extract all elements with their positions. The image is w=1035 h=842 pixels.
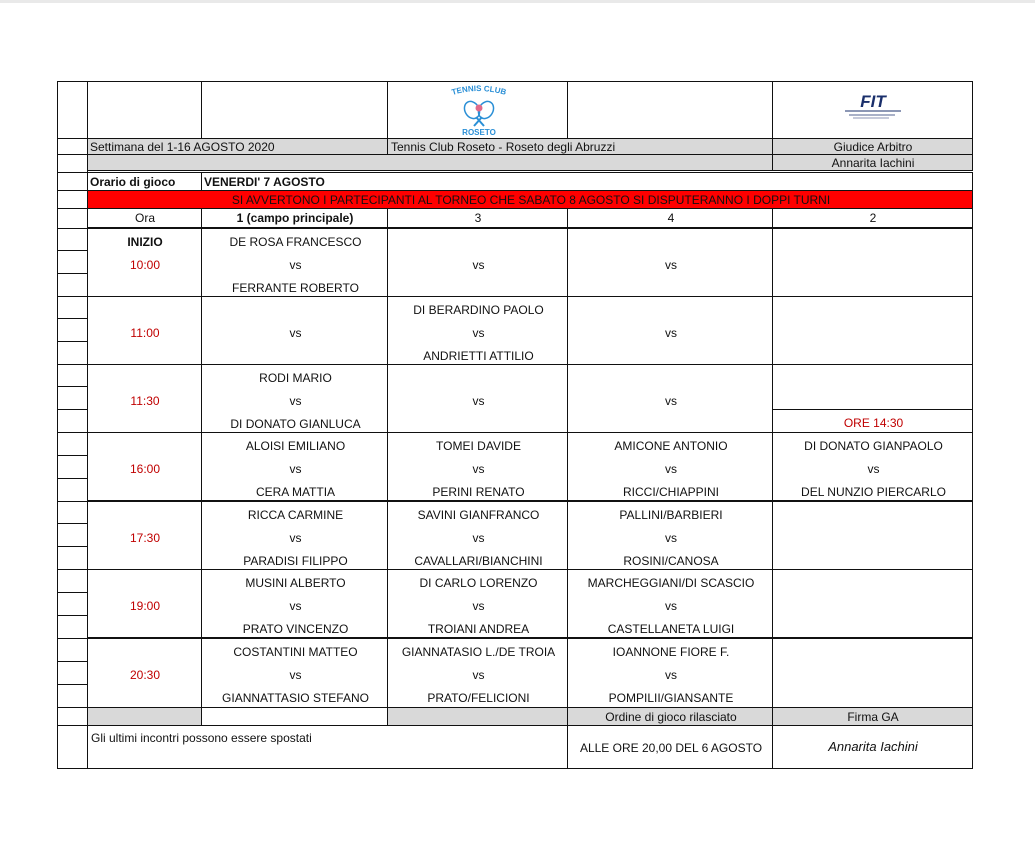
player-one: IOANNONE FIORE F. <box>612 645 730 659</box>
player-one: AMICONE ANTONIO <box>614 439 728 453</box>
time-cell <box>87 364 202 433</box>
slot-time: 17:30 <box>129 531 161 545</box>
fit-logo <box>835 90 905 124</box>
player-one: RICCA CARMINE <box>247 508 344 522</box>
vs-label: vs <box>665 394 677 408</box>
margin-tick <box>57 725 88 726</box>
court-cell <box>201 364 388 433</box>
svg-text:TENNIS CLUB: TENNIS CLUB <box>450 84 508 97</box>
vs-label: vs <box>665 462 677 476</box>
court-cell <box>567 296 773 365</box>
vs-label: vs <box>289 326 302 340</box>
margin-tick <box>57 569 88 570</box>
player-two: CERA MATTIA <box>255 485 336 499</box>
issued-cell <box>567 725 773 769</box>
court-cell <box>201 501 388 570</box>
club-logo-cell <box>387 81 568 139</box>
referee-name: Annarita Iachini <box>831 156 915 170</box>
court-cell <box>387 296 568 365</box>
player-two: RICCI/CHIAPPINI <box>622 485 720 499</box>
margin-tick <box>57 341 88 342</box>
player-two: DI DONATO GIANLUCA <box>230 417 361 431</box>
issued-text: ALLE ORE 20,00 DEL 6 AGOSTO <box>579 741 763 755</box>
col-header-court4-label: 4 <box>667 211 675 225</box>
time-cell <box>87 638 202 708</box>
slot-time: 10:00 <box>129 258 161 272</box>
referee-title-cell <box>772 138 973 155</box>
margin-tick <box>57 478 88 479</box>
club-text: Tennis Club Roseto - Roseto degli Abruzzi <box>391 140 616 154</box>
court-cell <box>387 638 568 708</box>
player-one: MUSINI ALBERTO <box>245 576 346 590</box>
vs-label: vs <box>289 258 302 272</box>
court-cell <box>567 432 773 501</box>
player-two: PRATO/FELICIONI <box>427 691 530 705</box>
player-one: DE ROSA FRANCESCO <box>229 235 362 249</box>
margin-tick <box>57 138 88 139</box>
notice-text: SI AVVERTONO I PARTECIPANTI AL TORNEO CHE SABATO 8 AGOSTO SI DISPUTERANNO I DOPPI TURNI <box>231 193 831 207</box>
referee-title: Giudice Arbitro <box>833 140 913 154</box>
week-text: Settimana del 1-16 AGOSTO 2020 <box>90 140 275 154</box>
slot-time: 20:30 <box>129 668 161 682</box>
time-cell <box>87 432 202 501</box>
note-text: Gli ultimi incontri possono essere spostati <box>91 731 312 745</box>
player-two: CASTELLANETA LUIGI <box>607 622 735 636</box>
court-cell <box>567 228 773 297</box>
schedule-label-cell <box>87 172 202 191</box>
start-label: INIZIO <box>127 235 163 249</box>
court-cell <box>772 228 973 297</box>
slot-time: 11:00 <box>130 326 160 340</box>
vs-label: vs <box>472 394 485 408</box>
margin-tick <box>57 409 88 410</box>
vs-label: vs <box>472 668 485 682</box>
margin-tick <box>57 250 88 251</box>
day-text: VENERDI' 7 AGOSTO <box>204 175 325 189</box>
court-cell <box>387 432 568 501</box>
time-cell <box>87 228 202 297</box>
player-two: DEL NUNZIO PIERCARLO <box>801 485 946 499</box>
margin-tick <box>57 592 88 593</box>
player-two: TROIANI ANDREA <box>427 622 530 636</box>
margin-tick <box>57 318 88 319</box>
player-one: DI DONATO GIANPAOLO <box>804 439 943 453</box>
vs-label: vs <box>665 531 677 545</box>
margin-tick <box>57 501 88 502</box>
signature-cell <box>772 725 973 769</box>
player-two: ROSINI/CANOSA <box>623 554 719 568</box>
player-one: GIANNATASIO L./DE TROIA <box>401 645 556 659</box>
vs-label: vs <box>472 531 485 545</box>
player-two: PARADISI FILIPPO <box>243 554 348 568</box>
player-two: CAVALLARI/BIANCHINI <box>414 554 543 568</box>
court-cell <box>772 501 973 570</box>
court-cell <box>567 638 773 708</box>
margin-tick <box>57 172 88 173</box>
footer-gray-2 <box>387 707 568 726</box>
logo-row-cell-1 <box>87 81 202 139</box>
vs-label: vs <box>289 394 302 408</box>
court-cell <box>201 296 388 365</box>
col-header-court4 <box>567 208 773 228</box>
footer-gray-1 <box>87 707 202 726</box>
margin-tick <box>57 273 88 274</box>
svg-text:ROSETO: ROSETO <box>462 128 496 137</box>
margin-tick <box>57 684 88 685</box>
svg-text:FIT: FIT <box>860 92 886 111</box>
time-cell <box>87 501 202 570</box>
club-logo <box>438 84 520 138</box>
player-one: SAVINI GIANFRANCO <box>417 508 540 522</box>
vs-label: vs <box>289 462 302 476</box>
margin-tick <box>57 228 88 229</box>
margin-tick <box>57 190 88 191</box>
player-one: DI CARLO LORENZO <box>419 576 538 590</box>
court-cell <box>387 228 568 297</box>
player-one: RODI MARIO <box>259 371 332 385</box>
court-cell <box>772 296 973 365</box>
player-one: DI BERARDINO PAOLO <box>413 303 544 317</box>
col-header-ora <box>87 208 202 228</box>
time-cell <box>87 296 202 365</box>
notice-banner <box>87 190 973 209</box>
court-cell <box>201 432 388 501</box>
vs-label: vs <box>472 326 485 340</box>
player-two: GIANNATTASIO STEFANO <box>222 691 369 705</box>
col-header-court2 <box>772 208 973 228</box>
player-one: MARCHEGGIANI/DI SCASCIO <box>587 576 755 590</box>
logo-row-cell-4 <box>567 81 773 139</box>
fit-logo-cell <box>772 81 973 139</box>
player-one: TOMEI DAVIDE <box>436 439 521 453</box>
court-cell <box>772 364 973 410</box>
margin-tick <box>57 638 88 639</box>
player-two: PERINI RENATO <box>432 485 525 499</box>
court-cell <box>201 638 388 708</box>
player-two: POMPILII/GIANSANTE <box>608 691 734 705</box>
vs-label: vs <box>289 668 302 682</box>
player-two: FERRANTE ROBERTO <box>232 281 359 295</box>
margin-tick <box>57 661 88 662</box>
signature-label-cell <box>772 707 973 726</box>
referee-name-cell <box>772 154 973 171</box>
player-two: ANDRIETTI ATTILIO <box>423 349 534 363</box>
col-header-court3-label: 3 <box>474 211 482 225</box>
col-header-court1 <box>201 208 388 228</box>
margin-tick <box>57 364 88 365</box>
vs-label: vs <box>867 462 880 476</box>
court-cell <box>201 228 388 297</box>
court-cell <box>772 638 973 708</box>
left-margin-column <box>57 81 88 769</box>
schedule-label: Orario di gioco <box>90 175 176 189</box>
slot-time: 11:30 <box>130 394 160 408</box>
vs-label: vs <box>472 258 485 272</box>
racket-icon <box>438 84 520 138</box>
vs-label: vs <box>665 326 677 340</box>
vs-label: vs <box>665 599 677 613</box>
slot-time: 16:00 <box>129 462 161 476</box>
vs-label: vs <box>289 599 302 613</box>
slot-time: 19:00 <box>129 599 161 613</box>
court-cell <box>387 501 568 570</box>
club-cell <box>387 138 773 155</box>
vs-label: vs <box>289 531 302 545</box>
day-cell <box>201 172 973 191</box>
player-one: COSTANTINI MATTEO <box>233 645 358 659</box>
logo-row-cell-2 <box>201 81 388 139</box>
court-cell <box>567 364 773 433</box>
player-two: PRATO VINCENZO <box>242 622 349 636</box>
court-cell <box>772 569 973 638</box>
margin-tick <box>57 432 88 433</box>
margin-tick <box>57 546 88 547</box>
court-cell <box>387 569 568 638</box>
fit-logo-icon <box>835 90 905 124</box>
signature-name: Annarita Iachini <box>828 739 918 754</box>
player-one: PALLINI/BARBIERI <box>619 508 723 522</box>
col-header-ora-label: Ora <box>134 211 156 225</box>
late-time-cell <box>772 409 973 433</box>
footer-blank <box>201 707 388 726</box>
court-cell <box>772 432 973 501</box>
court-cell <box>567 569 773 638</box>
order-label-cell <box>567 707 773 726</box>
court-cell <box>567 501 773 570</box>
court-cell <box>201 569 388 638</box>
margin-tick <box>57 296 88 297</box>
margin-tick <box>57 615 88 616</box>
col-header-court2-label: 2 <box>869 211 877 225</box>
vs-label: vs <box>472 599 485 613</box>
col-header-court1-label: 1 (campo principale) <box>236 211 354 225</box>
note-cell <box>87 725 568 769</box>
margin-tick <box>57 154 88 155</box>
late-time: ORE 14:30 <box>843 416 904 430</box>
col-header-court3 <box>387 208 568 228</box>
margin-tick <box>57 707 88 708</box>
margin-tick <box>57 208 88 209</box>
margin-tick <box>57 523 88 524</box>
blank-gray-row <box>87 154 773 171</box>
signature-label: Firma GA <box>847 710 899 724</box>
vs-label: vs <box>665 258 677 272</box>
vs-label: vs <box>665 668 677 682</box>
time-cell <box>87 569 202 638</box>
margin-tick <box>57 455 88 456</box>
vs-label: vs <box>472 462 485 476</box>
order-label: Ordine di gioco rilasciato <box>605 710 737 724</box>
court-cell <box>387 364 568 433</box>
week-cell <box>87 138 388 155</box>
margin-tick <box>57 386 88 387</box>
player-one: ALOISI EMILIANO <box>245 439 346 453</box>
